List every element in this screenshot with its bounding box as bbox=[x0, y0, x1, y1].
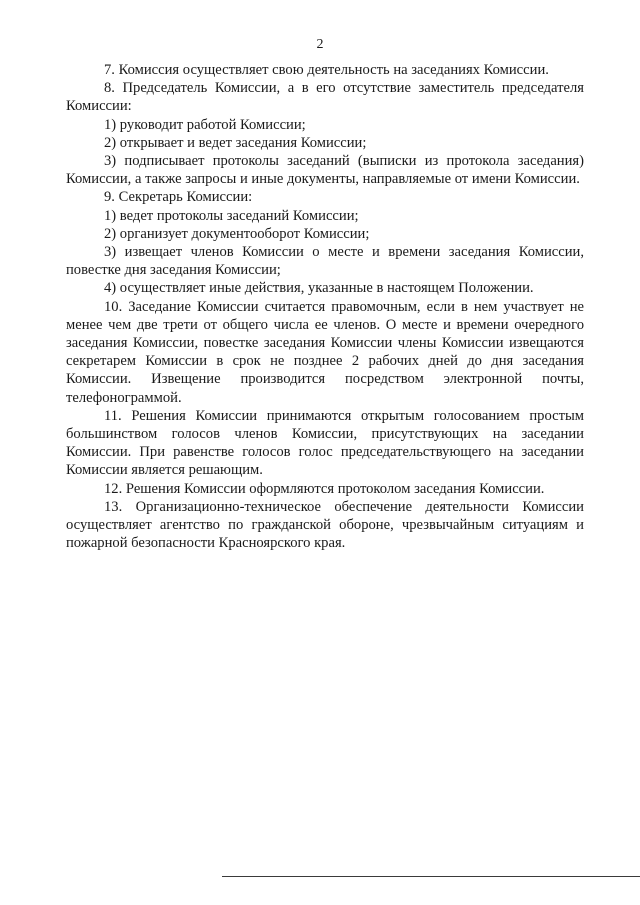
paragraph-9-item-4: 4) осуществляет иные действия, указанные в настоящем Положении. bbox=[104, 280, 534, 297]
paragraph-7: 7. Комиссия осуществляет свою деятельность на заседаниях Комиссии. bbox=[104, 62, 549, 78]
paragraph-10: 10. Заседание Комиссии считается правомочным, если в нем участвует не менее чем две трети от общего числа ее членов. О месте и времени очередного заседания Комиссии, повестке заседания Комиссии члены Комиссии извещаются секретарем Комиссии в срок не позднее 2 рабочих дней до дня заседания Комиссии. Извещение производится посредством электронной почты, телефонограммой. bbox=[66, 298, 584, 406]
document-body bbox=[66, 61, 584, 552]
bottom-scan-edge-line bbox=[222, 876, 640, 877]
paragraph-8-item-2: 2) открывает и ведет заседания Комиссии; bbox=[104, 134, 367, 151]
paragraph-9-item-1: 1) ведет протоколы заседаний Комиссии; bbox=[104, 207, 359, 224]
paragraph-12: 12. Решения Комиссии оформляются протоколом заседания Комиссии. bbox=[104, 480, 545, 497]
paragraph-9-item-3: 3) извещает членов Комиссии о месте и времени заседания Комиссии, повестке дня заседания Комиссии; bbox=[66, 244, 584, 279]
page-number: 2 bbox=[316, 37, 324, 52]
paragraph-9: 9. Секретарь Комиссии: bbox=[104, 189, 253, 206]
paragraph-11: 11. Решения Комиссии принимаются открытым голосованием простым большинством голосов членов Комиссии, присутствующих на заседании Комиссии. При равенстве голосов голос председательствующего на заседании Комиссии является решающим. bbox=[66, 407, 584, 479]
paragraph-13: 13. Организационно-техническое обеспечение деятельности Комиссии осуществляет агентство по гражданской обороне, чрезвычайным ситуациям и пожарной безопасности Красноярского края. bbox=[66, 498, 584, 552]
paragraph-8: 8. Председатель Комиссии, а в его отсутствие заместитель председателя Комиссии: bbox=[66, 80, 584, 115]
paragraph-8-item-1: 1) руководит работой Комиссии; bbox=[104, 116, 306, 133]
paragraph-9-item-2: 2) организует документооборот Комиссии; bbox=[104, 225, 370, 242]
paragraph-8-item-3: 3) подписывает протоколы заседаний (выписки из протокола заседания) Комиссии, а также запросы и иные документы, направляемые от имени Комиссии. bbox=[66, 153, 584, 188]
